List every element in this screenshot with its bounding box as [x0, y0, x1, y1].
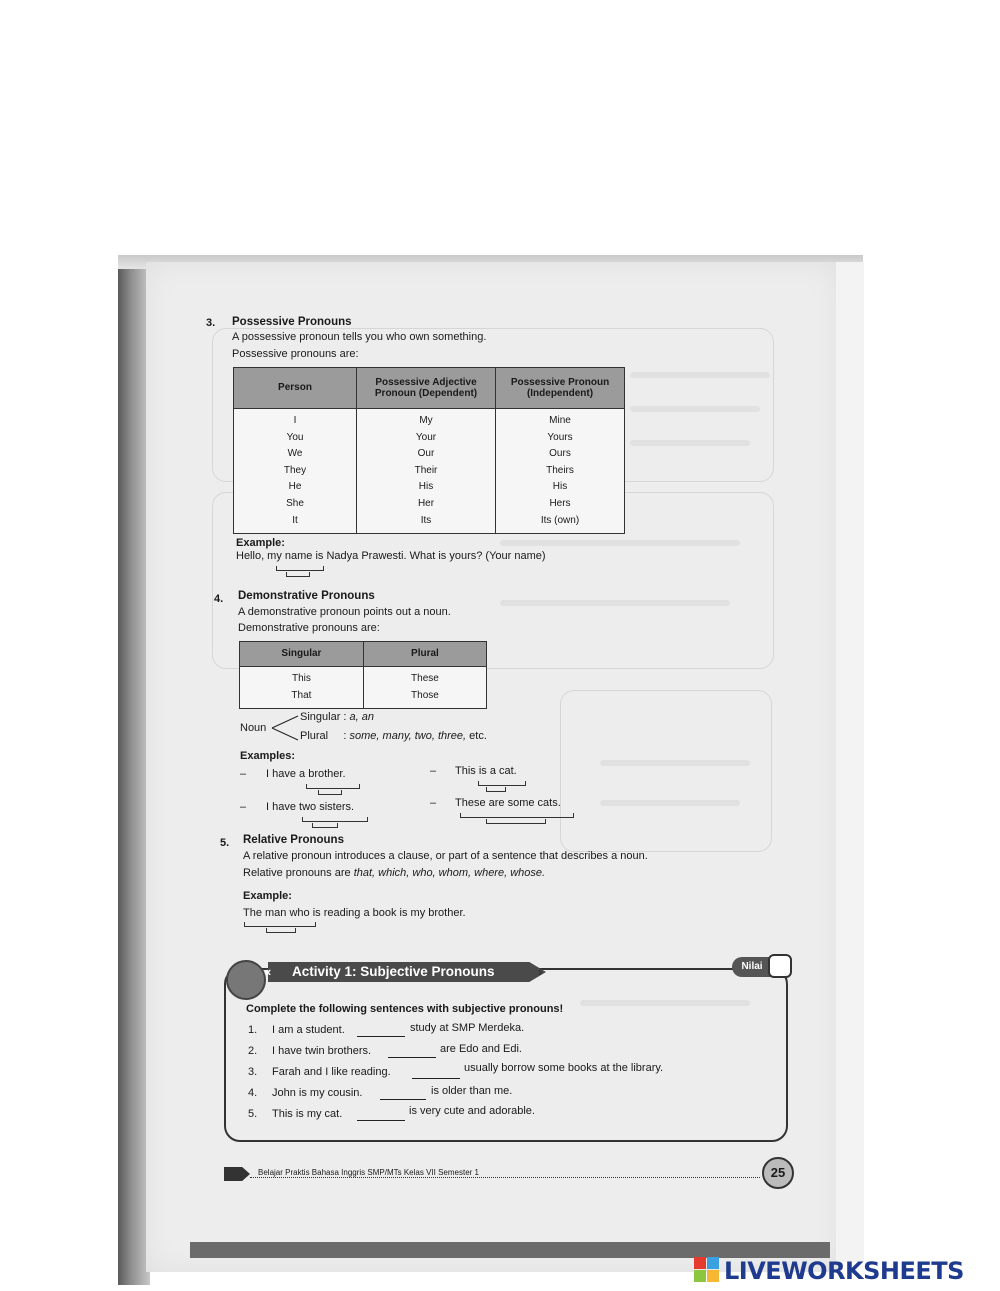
adjective-column [357, 409, 496, 534]
section-title-relative: Relative Pronouns [243, 834, 344, 846]
person-column [234, 409, 357, 534]
logo-square [707, 1257, 719, 1269]
cell: Their [414, 464, 438, 476]
underline-bracket [478, 781, 526, 786]
singular-value: a, an [349, 711, 374, 723]
header-pronoun: Possessive Pronoun (Independent) [496, 368, 625, 409]
noun-label: Noun [240, 722, 267, 734]
example-item: I have a brother. [266, 768, 346, 780]
question-number: 2. [248, 1045, 258, 1057]
footer-text: Belajar Praktis Bahasa Inggris SMP/MTs Kelas VII Semester 1 [258, 1168, 479, 1177]
dash: – [240, 801, 247, 813]
answer-blank[interactable] [380, 1085, 426, 1100]
plural-etc: etc. [469, 730, 487, 742]
cell: Those [411, 689, 439, 701]
example-sentence: Hello, my name is Nadya Prawesti. What is yours? (Your name) [236, 550, 546, 562]
bleed-through-box [560, 690, 772, 852]
section-description: A relative pronoun introduces a clause, or part of a sentence that describes a noun. [243, 850, 648, 862]
branch-icon [270, 712, 300, 744]
chevron-icon: › [538, 964, 543, 979]
bleed-through-line [630, 440, 750, 446]
section-intro: Demonstrative pronouns are: [238, 622, 380, 634]
header-plural: Plural [363, 642, 486, 667]
bleed-through-line [600, 760, 750, 766]
answer-blank[interactable] [357, 1106, 405, 1121]
relative-list [243, 867, 545, 879]
relative-list-values: that, which, who, whom, where, whose. [353, 867, 546, 879]
liveworksheets-logo-icon [694, 1257, 720, 1283]
question-after: study at SMP Merdeka. [410, 1022, 525, 1034]
plural-value: some, many, two, three, [349, 730, 467, 742]
bleed-through-line [600, 800, 740, 806]
activity-badge-icon [226, 960, 266, 1000]
cell: Our [417, 448, 435, 460]
dash: – [430, 797, 437, 809]
question-number: 4. [248, 1087, 258, 1099]
cell: His [552, 481, 568, 493]
underline-bracket [244, 922, 316, 927]
underline-bracket [286, 572, 310, 577]
cell: She [286, 497, 304, 509]
demonstrative-table [239, 641, 487, 709]
pronoun-column [496, 409, 625, 534]
logo-square [707, 1270, 719, 1282]
question-before: Farah and I like reading. [272, 1066, 391, 1078]
dash: – [240, 768, 247, 780]
activity-title: Activity 1: Subjective Pronouns [292, 964, 495, 979]
chevron-icon: « [264, 964, 272, 979]
cell: Its (own) [540, 514, 580, 526]
underline-bracket [460, 813, 574, 818]
cell: That [291, 689, 312, 701]
header-person: Person [234, 368, 357, 409]
underline-bracket [486, 787, 506, 792]
underline-bracket [312, 823, 338, 828]
section-number: 4. [214, 593, 224, 605]
cell: He [288, 481, 302, 493]
cell: Ours [549, 448, 571, 460]
header-adjective: Possessive Adjective Pronoun (Dependent) [357, 368, 496, 409]
brand-name: LIVEWORKSHEETS [724, 1257, 964, 1285]
answer-blank[interactable] [357, 1022, 405, 1037]
cell: You [286, 431, 304, 443]
section-number: 5. [220, 837, 230, 849]
footer-dotted-line [250, 1177, 760, 1178]
bleed-through-line [500, 540, 740, 546]
question-number: 3. [248, 1066, 258, 1078]
cell: I [293, 415, 297, 426]
bleed-through-line [630, 406, 760, 412]
example-label: Example: [243, 890, 292, 902]
cell: Theirs [546, 464, 574, 476]
cell: Hers [549, 497, 571, 509]
singular-label: Singular [300, 711, 341, 723]
dash: – [430, 765, 437, 777]
question-number: 5. [248, 1108, 258, 1120]
score-box[interactable] [768, 954, 792, 978]
question-before: I am a student. [272, 1024, 345, 1036]
plural-column [363, 667, 486, 709]
section-description: A possessive pronoun tells you who own something. [232, 331, 487, 343]
cell: These [411, 673, 439, 684]
singular-column [240, 667, 364, 709]
examples-label: Examples: [240, 750, 296, 762]
section-intro: Possessive pronouns are: [232, 348, 359, 360]
example-item: These are some cats. [455, 797, 561, 809]
section-title-demonstrative: Demonstrative Pronouns [238, 590, 375, 602]
demonstrative-table-wrap [239, 641, 487, 709]
question-after: is older than me. [431, 1085, 513, 1097]
cell: They [283, 464, 307, 476]
cell: Your [415, 431, 437, 443]
underline-bracket [302, 817, 368, 822]
underline-bracket [486, 819, 546, 824]
question-after: are Edo and Edi. [440, 1043, 522, 1055]
scan-bottom-edge [190, 1242, 830, 1258]
page-number: 25 [762, 1157, 794, 1189]
bleed-through-line [630, 372, 770, 378]
plural-label: Plural [300, 730, 329, 742]
relative-list-prefix: Relative pronouns are [243, 867, 351, 879]
example-sentence: The man who is reading a book is my brother. [243, 907, 466, 919]
question-number: 1. [248, 1024, 258, 1036]
question-after: usually borrow some books at the library. [464, 1062, 664, 1074]
possessive-table [233, 367, 625, 534]
cell: We [287, 448, 303, 460]
activity-instruction: Complete the following sentences with subjective pronouns! [246, 1003, 564, 1015]
question-before: John is my cousin. [272, 1087, 363, 1099]
cell: My [419, 415, 433, 426]
example-label: Example: [236, 537, 285, 549]
question-before: This is my cat. [272, 1108, 343, 1120]
logo-square [694, 1257, 706, 1269]
possessive-table-wrap [233, 367, 625, 534]
cell: Yours [547, 431, 573, 443]
cell: This [291, 673, 311, 684]
answer-blank[interactable] [412, 1064, 460, 1079]
underline-bracket [266, 928, 296, 933]
header-singular: Singular [240, 642, 364, 667]
cell: Her [417, 497, 435, 509]
question-after: is very cute and adorable. [409, 1105, 535, 1117]
bleed-through-line [500, 600, 730, 606]
singular-row: Singular : a, an [300, 711, 374, 723]
cell: Mine [549, 415, 571, 426]
cell: It [292, 514, 298, 526]
underline-bracket [306, 784, 360, 789]
example-item: I have two sisters. [266, 801, 355, 813]
section-title-possessive: Possessive Pronouns [232, 316, 352, 328]
score-label: Nilai [732, 957, 772, 977]
cell: Its [420, 514, 432, 526]
question-before: I have twin brothers. [272, 1045, 372, 1057]
cell: His [418, 481, 434, 493]
section-number: 3. [206, 317, 216, 329]
underline-bracket [318, 790, 342, 795]
plural-row: Plural : some, many, two, three, etc. [300, 730, 487, 742]
logo-square [694, 1270, 706, 1282]
example-item: This is a cat. [455, 765, 517, 777]
answer-blank[interactable] [388, 1043, 436, 1058]
page-edge [836, 262, 864, 1262]
section-description: A demonstrative pronoun points out a noun. [238, 606, 451, 618]
underline-bracket [276, 566, 324, 571]
